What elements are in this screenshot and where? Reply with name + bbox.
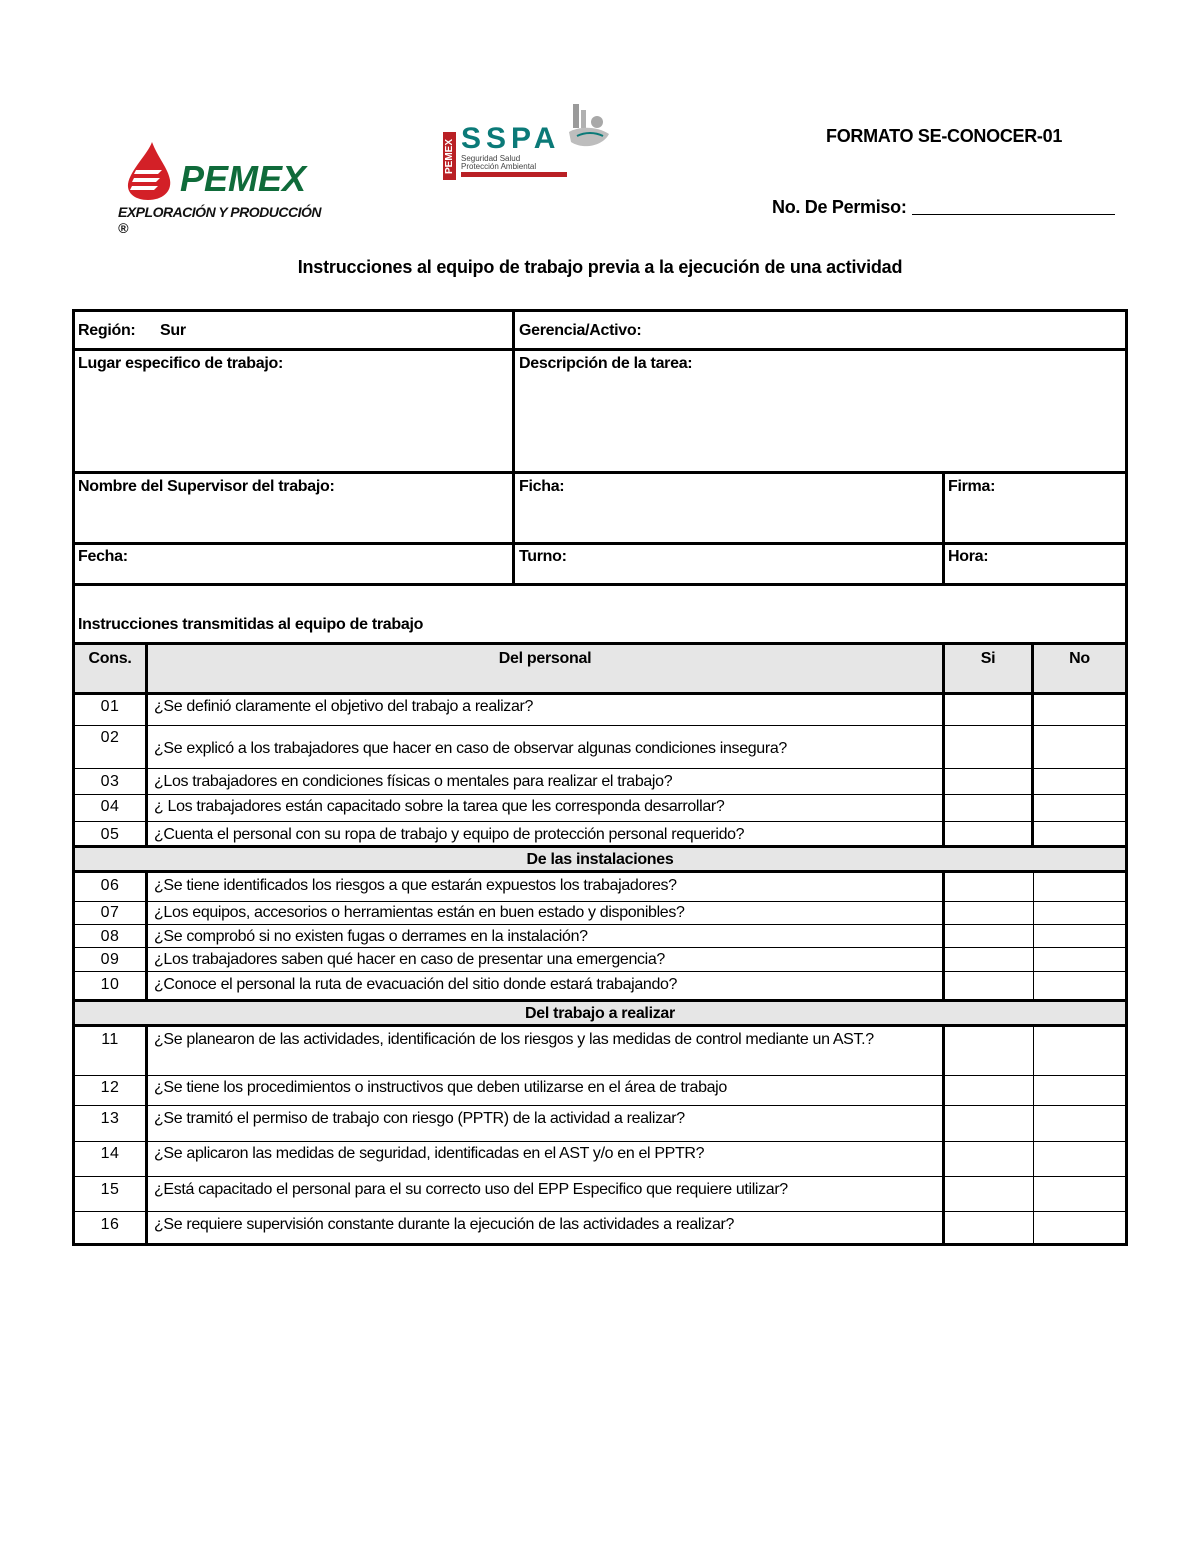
- divider: [72, 845, 1128, 848]
- item-number: 11: [101, 1031, 119, 1048]
- sspa-emblem-icon: [563, 102, 613, 156]
- item-number: 14: [100, 1145, 120, 1162]
- item-number: 08: [100, 928, 120, 945]
- no-answer-cells-instalaciones[interactable]: [1034, 873, 1125, 999]
- column-divider: [145, 1024, 148, 1246]
- permit-number-field[interactable]: [912, 214, 1115, 215]
- item-question: ¿Se aplicaron las medidas de seguridad, identificadas en el AST y/o en el PPTR?: [154, 1145, 705, 1162]
- divider: [72, 348, 1128, 351]
- item-question: ¿Los equipos, accesorios o herramientas están en buen estado y disponibles?: [154, 904, 685, 921]
- sspa-logo-tab: PEMEX: [443, 132, 456, 180]
- item-number: 16: [100, 1216, 120, 1233]
- section-instalaciones: De las instalaciones: [526, 851, 674, 868]
- sspa-logo-text: SSPA: [461, 122, 561, 155]
- item-number: 09: [100, 951, 120, 968]
- item-number: 05: [100, 826, 120, 843]
- divider: [72, 642, 1128, 645]
- format-code: FORMATO SE-CONOCER-01: [826, 126, 1063, 146]
- item-number: 07: [100, 904, 120, 921]
- divider: [72, 471, 1128, 474]
- sspa-logo: [443, 102, 613, 182]
- sspa-logo-bar: [461, 172, 567, 177]
- item-number: 15: [100, 1181, 120, 1198]
- item-question: ¿Los trabajadores saben qué hacer en caso de presentar una emergencia?: [154, 951, 665, 968]
- item-question: ¿Cuenta el personal con su ropa de trabajo y equipo de protección personal requerido?: [154, 826, 745, 843]
- divider: [72, 583, 1128, 586]
- item-question: ¿ Los trabajadores están capacitado sobre la tarea que les corresponda desarrollar?: [154, 798, 725, 815]
- column-divider: [145, 642, 148, 847]
- item-question: ¿Se tiene identificados los riesgos a que estarán expuestos los trabajadores?: [154, 877, 677, 894]
- checklist-heading: Instrucciones transmitidas al equipo de trabajo: [78, 616, 424, 633]
- region-label: Región:: [78, 322, 136, 339]
- si-answer-cells-instalaciones[interactable]: [945, 873, 1033, 999]
- item-question: ¿Se tramitó el permiso de trabajo con riesgo (PPTR) de la actividad a realizar?: [154, 1110, 685, 1127]
- col-si-header: Si: [980, 650, 996, 667]
- fecha-label: Fecha:: [78, 548, 128, 565]
- column-divider: [145, 870, 148, 1001]
- column-divider: [942, 471, 945, 585]
- supervisor-label: Nombre del Supervisor del trabajo:: [78, 478, 335, 495]
- item-number: 02: [100, 729, 120, 746]
- col-cons-header: Cons.: [88, 650, 132, 667]
- item-question: ¿Conoce el personal la ruta de evacuación del sitio donde estará trabajando?: [154, 976, 678, 993]
- col-no-header: No: [1069, 650, 1090, 667]
- item-question: ¿Los trabajadores en condiciones físicas o mentales para realizar el trabajo?: [154, 773, 673, 790]
- ficha-label: Ficha:: [519, 478, 565, 495]
- si-answer-cells-trabajo[interactable]: [945, 1027, 1033, 1243]
- sspa-logo-line1: Seguridad Salud: [461, 154, 521, 163]
- item-number: 12: [100, 1079, 120, 1096]
- item-number: 04: [100, 798, 120, 815]
- item-number: 06: [100, 877, 120, 894]
- lugar-label: Lugar especifico de trabajo:: [78, 355, 283, 372]
- sspa-logo-line2: Protección Ambiental: [461, 162, 537, 171]
- no-answer-cells-personal[interactable]: [1034, 695, 1125, 843]
- pemex-drop-icon: [118, 140, 180, 202]
- item-number: 10: [100, 976, 120, 993]
- section-trabajo: Del trabajo a realizar: [525, 1005, 675, 1022]
- item-number: 01: [100, 698, 120, 715]
- item-question: ¿Se planearon de las actividades, identificación de los riesgos y las medidas de control mediante un AST.?: [154, 1031, 874, 1048]
- pemex-logo-subtitle: EXPLORACIÓN Y PRODUCCIÓN ®: [118, 204, 321, 236]
- gerencia-label: Gerencia/Activo:: [519, 322, 642, 339]
- hora-label: Hora:: [948, 548, 989, 565]
- region-value[interactable]: Sur: [160, 322, 186, 339]
- item-question: ¿Se definió claramente el objetivo del trabajo a realizar?: [154, 698, 534, 715]
- pemex-logo-text: PEMEX: [180, 158, 307, 199]
- item-question: ¿Se explicó a los trabajadores que hacer en caso de observar algunas condiciones insegura?: [154, 740, 787, 757]
- item-question: ¿Se comprobó si no existen fugas o derrames en la instalación?: [154, 928, 588, 945]
- permit-label: No. De Permiso:: [772, 197, 907, 217]
- item-question: ¿Se tiene los procedimientos o instructivos que deben utilizarse en el área de trabajo: [154, 1079, 727, 1096]
- divider: [72, 999, 1128, 1002]
- no-answer-cells-trabajo[interactable]: [1034, 1027, 1125, 1243]
- item-number: 03: [100, 773, 120, 790]
- page-title: Instrucciones al equipo de trabajo previa a la ejecución de una actividad: [297, 257, 903, 277]
- firma-label: Firma:: [948, 478, 996, 495]
- col-personal-header: Del personal: [498, 650, 592, 667]
- item-question: ¿Se requiere supervisión constante durante la ejecución de las actividades a realizar?: [154, 1216, 735, 1233]
- divider: [72, 542, 1128, 545]
- descripcion-label: Descripción de la tarea:: [519, 355, 693, 372]
- item-number: 13: [100, 1110, 120, 1127]
- column-divider: [512, 309, 515, 585]
- turno-label: Turno:: [519, 548, 567, 565]
- item-question: ¿Está capacitado el personal para el su correcto uso del EPP Especifico que requiere utilizar?: [154, 1181, 788, 1198]
- si-answer-cells-personal[interactable]: [945, 695, 1031, 843]
- pemex-logo: [118, 140, 328, 236]
